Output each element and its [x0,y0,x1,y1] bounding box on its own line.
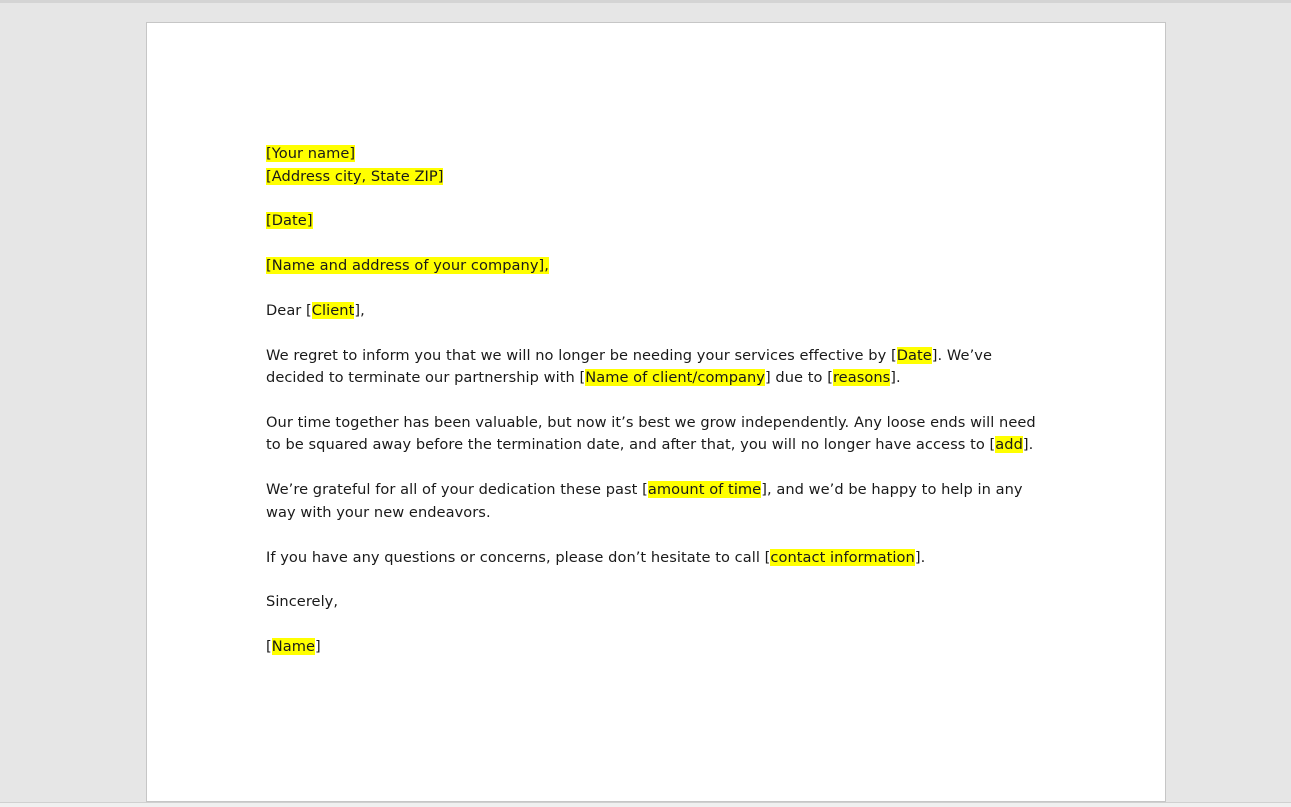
signature-prefix: [ [266,638,272,656]
client-placeholder: Client [311,301,355,319]
signature-name-placeholder: Name [271,638,316,656]
blank-line [266,524,1056,546]
p3-text-a: We’re grateful for all of your dedication these past [ [266,481,648,499]
blank-line [266,278,1056,300]
sender-name-line [266,143,1056,166]
p2-text-a: Our time together has been valuable, but now it’s best we grow independently. Any loose ends will need [266,413,1036,431]
salutation-suffix: ], [354,301,365,319]
blank-line [266,390,1056,412]
p2-text-b: to be squared away before the termination date, and after that, you will no longer have access to [ [266,436,996,454]
p4-text-a: If you have any questions or concerns, please don’t hesitate to call [ [266,548,771,566]
p2-text-c: ]. [1022,436,1034,454]
reasons-placeholder: reasons [832,369,891,387]
paragraph2-line1 [266,412,1056,435]
contact-information-placeholder: contact information [770,548,915,566]
blank-line [266,188,1056,210]
sender-address-placeholder: [Address city, State ZIP] [266,167,444,185]
window-top-edge [0,0,1291,3]
date-line [266,210,1056,233]
company-placeholder: [Name and address of your company], [266,257,549,275]
amount-of-time-placeholder: amount of time [647,481,762,499]
blank-line [266,322,1056,344]
letter-body[interactable] [266,143,1056,659]
closing-line [266,591,1056,614]
p1-text-c: decided to terminate our partnership with [ [266,369,586,387]
paragraph1-line2 [266,367,1056,390]
p1-text-e: ]. [890,369,901,387]
signature-line [266,636,1056,659]
p3-text-b: ], and we’d be happy to help in any [761,481,1023,499]
paragraph3-line1 [266,479,1056,502]
blank-line [266,614,1056,636]
p1-text-d: ] due to [ [765,369,833,387]
closing-text: Sincerely, [266,593,339,611]
effective-date-placeholder: Date [896,346,932,364]
salutation-line [266,300,1056,323]
paragraph1-line1 [266,345,1056,368]
p1-text-b: ]. We’ve [931,346,992,364]
p3-text-c: way with your new endeavors. [266,503,491,521]
paragraph3-line2 [266,502,1056,525]
p4-text-b: ]. [914,548,926,566]
blank-line [266,569,1056,591]
paragraph4-line [266,547,1056,570]
window-bottom-edge [0,802,1291,807]
paragraph2-line2 [266,434,1056,457]
sender-name-placeholder: [Your name] [266,145,356,162]
access-placeholder: add [995,436,1023,454]
document-page[interactable] [146,22,1166,802]
date-placeholder: [Date] [266,212,313,230]
signature-suffix: ] [315,638,321,656]
company-line [266,255,1056,278]
sender-address-line [266,166,1056,189]
blank-line [266,457,1056,479]
salutation-prefix: Dear [ [266,301,312,319]
client-company-placeholder: Name of client/company [585,369,765,387]
p1-text-a: We regret to inform you that we will no longer be needing your services effective by [ [266,346,897,364]
blank-line [266,233,1056,255]
